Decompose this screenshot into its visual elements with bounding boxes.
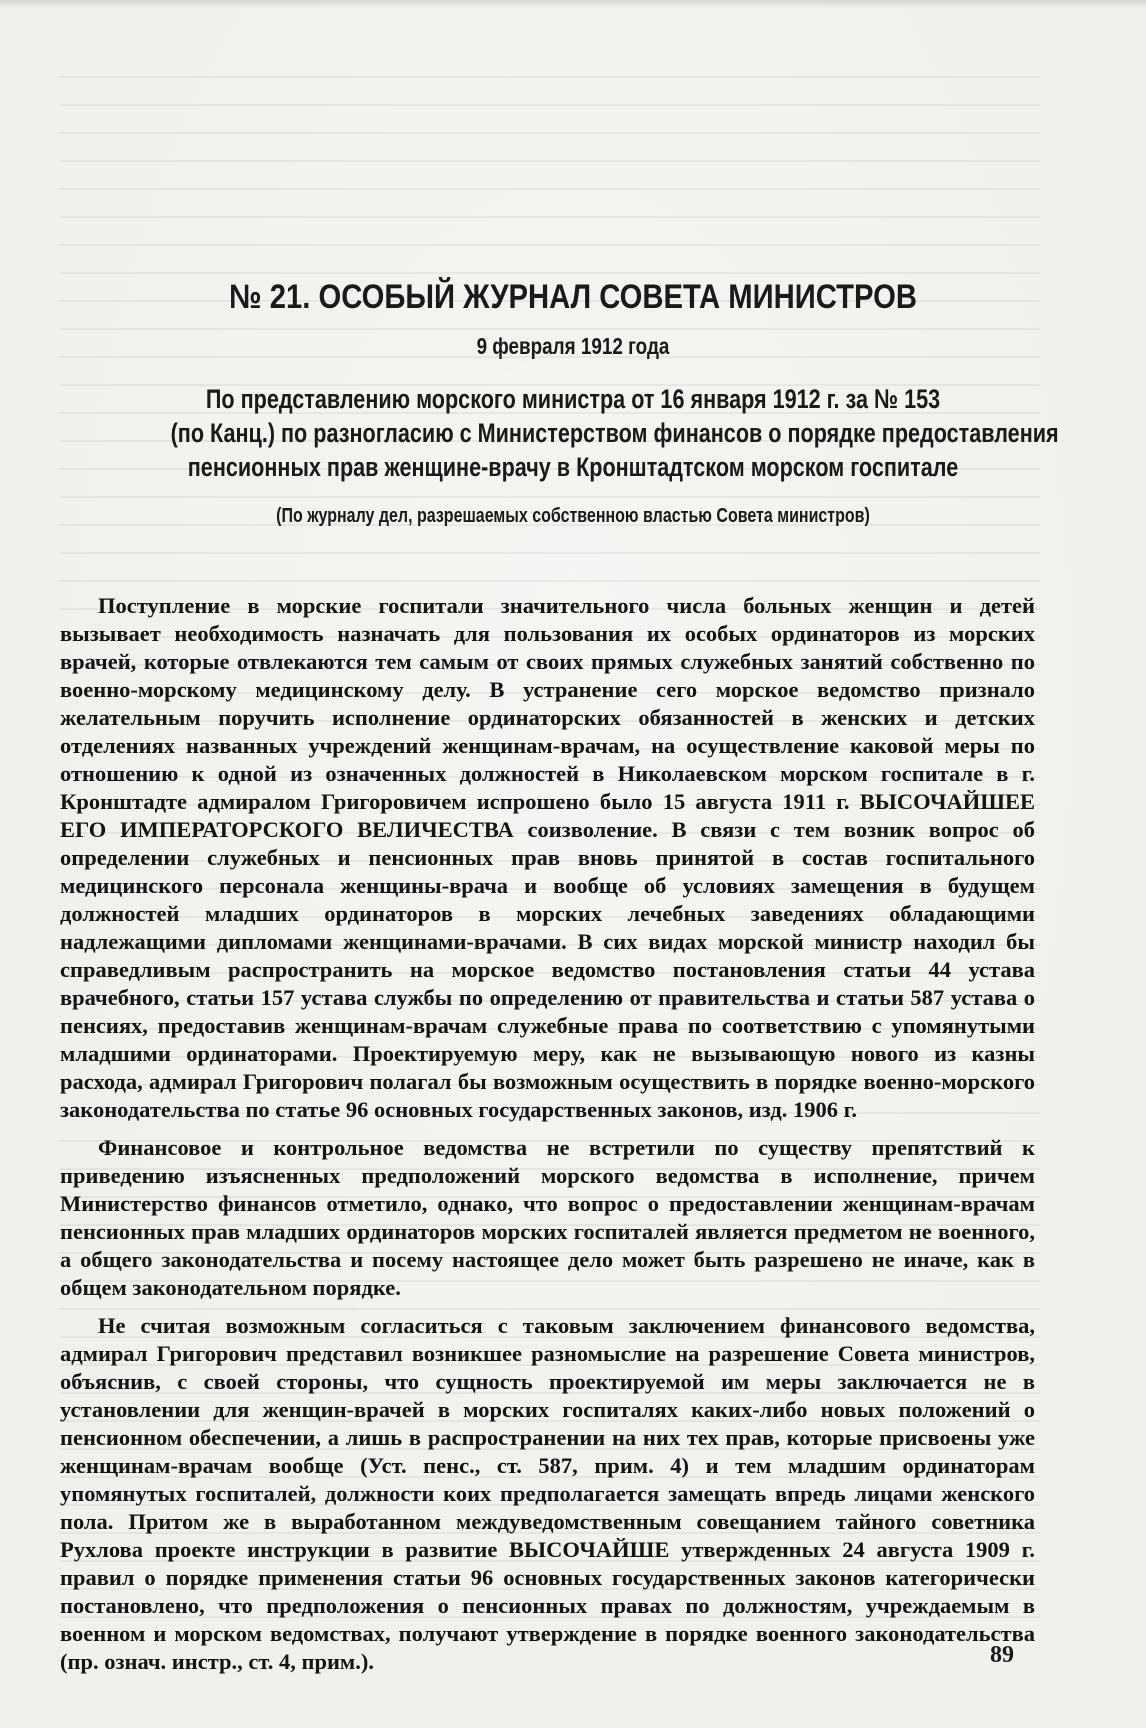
paragraph: Поступление в морские госпитали значительного числа больных женщин и детей вызывает необходимость назначать для пользования их особых ординаторов из морских врачей, которые отвлекаются тем самым от своих прямых служебных занятий собственно по военно-морскому медицинскому делу. В устранение сего морское ведомство признало желательным поручить исполнение ординаторских обязанностей в женских и детских отделениях названных учреждений женщинам-врачам, на осуществление каковой меры по отношению к одной из означенных должностей в Николаевском морском госпитале в г. Кронштадте адмиралом Григоровичем испрошено было 15 августа 1911 г. ВЫСОЧАЙШЕЕ ЕГО ИМПЕРАТОРСКОГО ВЕЛИЧЕСТВА соизволение. В связи с тем возник вопрос об определении служебных и пенсионных прав вновь принятой в состав госпитального медицинского персонала женщины-врача и вообще об условиях замещения в будущем должностей младших ординаторов в морских лечебных заведениях обладающими надлежащими дипломами женщинами-врачами. В сих видах морской министр находил бы справедливым распространить на морское ведомство постановления статьи 44 устава врачебного, статьи 157 устава службы по определению от правительства и статьи 587 устава о пенсиях, предоставив женщинам-врачам служебные права по соответствию с упомянутыми младшими ординаторами. Проектируемую меру, как не вызывающую нового из казны расхода, адмирал Григорович полагал бы возможным осуществить в порядке военно-морского законодательства по статье 96 основных государственных законов, изд. 1906 г. [60, 593, 1035, 1122]
subject-line: (по Канц.) по разногласию с Министерством финансов о порядке предоставления [170, 418, 1059, 448]
document-subject [70, 382, 1076, 484]
paragraph: Не считая возможным согласиться с таковым заключением финансового ведомства, адмирал Григорович представил возникшее разномыслие на разрешение Совета министров, объяснив, с своей стороны, что сущность проектируемой им меры заключается не в установлении для женщин-врачей в морских госпиталях каких-либо новых положений о пенсионном обеспечении, а лишь в распространении на них тех прав, которые присвоены уже женщинам-врачам вообще (Уст. пенс., ст. 587, прим. 4) и тем младшим ординаторам упомянутых госпиталей, должности коих предполагается замещать впредь лицами женского пола. Притом же в выработанном междуведомственным совещанием тайного советника Рухлова проекте инструкции в развитие ВЫСОЧАЙШЕ утвержденных 24 августа 1909 г. правил о порядке применения статьи 96 основных государственных законов категорически постановлено, что предположения о пенсионных правах по должностям, учреждаемым в военном и морском ведомствах, получают утверждение в порядке военного законодательства (пр. означ. инстр., ст. 4, прим.). [60, 1313, 1035, 1674]
page-top-edge [0, 0, 1146, 8]
journal-note: (По журналу дел, разрешаемых собственною властью Совета министров) [276, 505, 870, 527]
subject-line: По представлению морского министра от 16 января 1912 г. за № 153 [205, 384, 941, 414]
page-number: 89 [990, 1642, 1014, 1668]
document-title: № 21. ОСОБЫЙ ЖУРНАЛ СОВЕТА МИНИСТРОВ [229, 278, 917, 316]
paragraph: Финансовое и контрольное ведомства не встретили по существу препятствий к приведению изъясненных предположений морского ведомства в исполнение, причем Министерство финансов отметило, однако, что вопрос о предоставлении женщинам-врачам пенсионных прав младших ординаторов морских госпиталей является предметом не военного, а общего законодательства и посему настоящее дело может быть разрешено не иначе, как в общем законодательном порядке. [60, 1135, 1035, 1300]
body-text [60, 592, 1035, 1686]
document-date: 9 февраля 1912 года [476, 333, 670, 359]
subject-line: пенсионных прав женщине-врачу в Кронштадтском морском госпитале [187, 452, 959, 482]
